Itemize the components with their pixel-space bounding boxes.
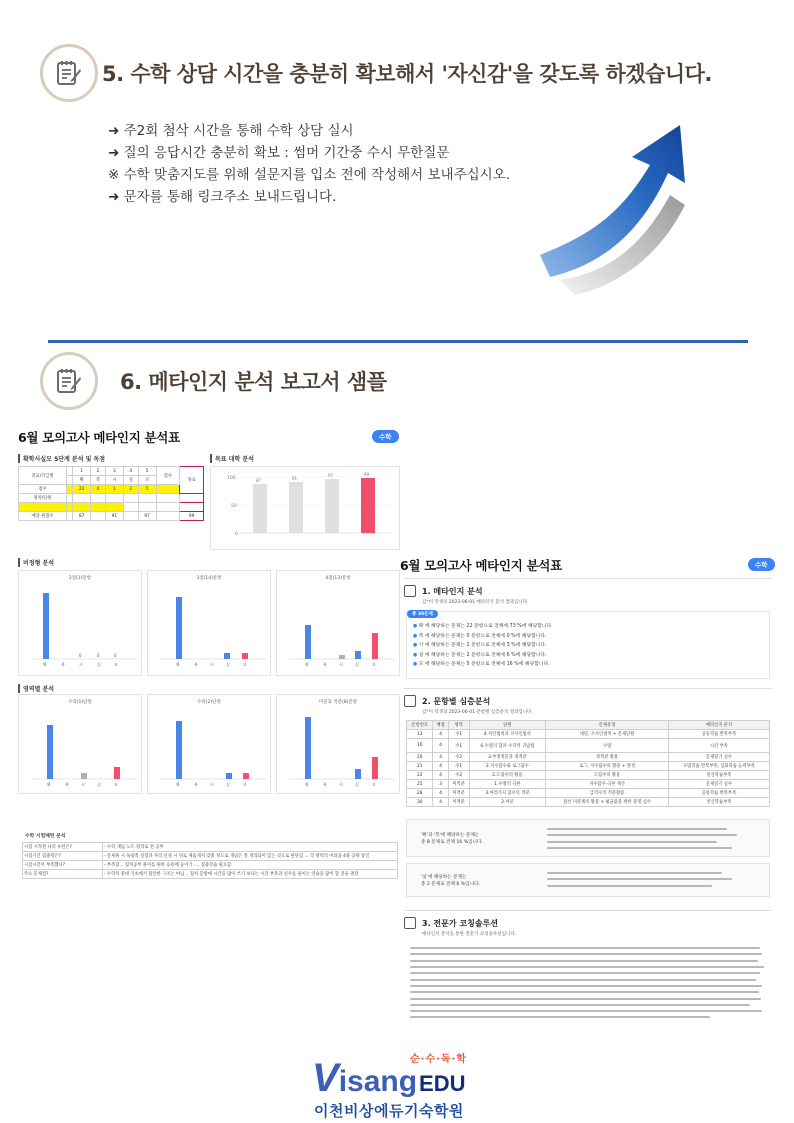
- svg-text:확: 확: [176, 782, 180, 787]
- bullet-item: ※ 수학 맞춤지도를 위해 설문지를 입소 전에 작성해서 보내주십시오.: [108, 167, 511, 183]
- svg-text:복: 복: [194, 662, 198, 667]
- svg-text:0: 0: [97, 653, 100, 658]
- svg-text:시: 시: [339, 662, 343, 667]
- meta-row: ● 복 에 해당하는 문제는 0 문항으로 전체에 0 %에 해당합니다.: [413, 633, 547, 639]
- svg-text:확: 확: [305, 662, 309, 667]
- metacognition-analysis-section: 1. 메타인지 분석 김*이 학생의 2023-06-01 메타인지 분석 결과입니다. 총 30문제 ● 확 에 해당하는 문제는 22 문항으로 전체에 73 %에 해당합니다. ● 복 에 해당하는 문제는 0 문항으로 전체에 0 %에 해당합니다. ● 시 에 해당하는 문제는 1 문항으로 전체에 3 %에 해당합니다. ● 실 에 해당하는 문제는 2 문항으로 전체에 6 %에 해당합니다. ● 모 에 해당하는 문제는 5 문항으로 전체에 16 %에 해당합니다.: [404, 578, 772, 682]
- svg-text:모: 모: [372, 782, 376, 787]
- area-chart-2: 수학(2)단원 확 복 시 실 모: [147, 694, 271, 794]
- svg-text:실: 실: [97, 782, 101, 787]
- type-chart-3: 4점(13)문항 확 복 시 실 모: [276, 570, 400, 676]
- svg-text:97: 97: [328, 473, 334, 478]
- svg-text:100: 100: [227, 476, 236, 481]
- subject-badge: 수학: [372, 430, 399, 443]
- bullet-item: ➜ 질의 응답시간 충분히 확보 : 썸머 기간중 수시 무한질문: [108, 145, 450, 161]
- svg-text:복: 복: [65, 782, 69, 787]
- report1-sub-target: 목표 대학 분석: [210, 454, 254, 463]
- coaching-icon: [404, 917, 416, 929]
- section5-bullets: [108, 120, 510, 208]
- growth-arrow-graphic: [520, 105, 720, 305]
- section5-title: 5. 수학 상담 시간을 충분히 확보해서 '자신감'을 갖도록 하겠습니다.: [102, 62, 712, 86]
- report2-title: 6월 모의고사 메타인지 분석표: [400, 558, 562, 573]
- svg-text:모: 모: [372, 662, 376, 667]
- svg-text:모: 모: [114, 662, 118, 667]
- svg-text:모: 모: [114, 782, 118, 787]
- visang-edu-logo: [312, 1050, 492, 1120]
- report1-sub-counsel: 수학 시험패턴 분석: [25, 834, 66, 839]
- bullet-item: ➜ 문자를 통해 링크주소 보내드립니다.: [108, 189, 337, 205]
- report-sample-2: [400, 548, 776, 1048]
- svg-text:복: 복: [194, 782, 198, 787]
- svg-text:복: 복: [323, 662, 327, 667]
- report1-sub-analysis: 확학사실모 5단계 분석 및 독점: [18, 454, 105, 463]
- svg-text:0: 0: [79, 653, 82, 658]
- svg-text:91: 91: [292, 476, 298, 481]
- logo-wordmark: VisangEDU: [312, 1056, 466, 1100]
- svg-text:시: 시: [210, 782, 214, 787]
- svg-text:시: 시: [210, 662, 214, 667]
- meta-row: ● 시 에 해당하는 문제는 1 문항으로 전체에 3 %에 해당합니다.: [413, 643, 547, 648]
- logo-slogan: 순·수·독·학: [410, 1054, 468, 1065]
- target-university-chart: [210, 466, 400, 550]
- section-divider: [48, 340, 748, 343]
- meta-row: ● 확 에 해당하는 문제는 22 문항으로 전체에 73 %에 해당합니다.: [413, 624, 553, 629]
- meta-row: ● 모 에 해당하는 문제는 5 문항으로 전체에 16 %에 해당합니다.: [413, 662, 550, 667]
- coaching-text: [410, 945, 766, 1021]
- svg-text:실: 실: [97, 662, 101, 667]
- type-chart-2: 3점(14)문항 확 복 시 실 모: [147, 570, 271, 676]
- counsel-table: 시험 시작전 나의 루틴은? - 수학 개념 노트 정리로 전 공부 시험기간 집중력은? - 문제풀 시 독창적 실험과 자리 신경 시 뒤로 새롭게서 맞춤 정도로 개념은 잘 정리되어 있는 것으로 판단됨 ... 각 영역의 어려움 4중 공략 통일 시험시간이 부족했나? - 부족함 .. 집처공부 풀이를 위한 응용에 놓이기 .... 집중학습 필요함 주요 문제점? - 수학의 중대 기초에서 불안한 구조는 아님 .. 집처 문항에 시간을 많이 쓰기 보다는 시간 부족과 실수를 줄이는 연습을 많이 할 것을 권장: [22, 842, 398, 879]
- svg-text:확: 확: [305, 782, 309, 787]
- notepad-icon: [40, 44, 98, 102]
- section5-header: [40, 44, 712, 102]
- subject-badge: 수학: [748, 558, 775, 571]
- five-step-table: 전교/학급별 1 2 3 4 5 점수 목표 확 복 시 실 모 점수 22 0 1 2 5 영역/단원 예상 원점수 87 91 97 99: [18, 466, 204, 550]
- svg-text:99: 99: [364, 472, 370, 477]
- svg-text:실: 실: [226, 782, 230, 787]
- svg-text:실: 실: [355, 662, 359, 667]
- svg-text:0: 0: [114, 653, 117, 658]
- svg-text:0: 0: [235, 532, 238, 537]
- chart-icon: [404, 585, 416, 597]
- academy-name: 이천비상에듀기숙학원: [314, 1102, 464, 1120]
- svg-text:모: 모: [243, 782, 247, 787]
- svg-text:실: 실: [226, 662, 230, 667]
- expert-coaching-section: 3. 전문가 코칭솔루션 메타인지 분석을 통한 전문가 코칭솔루션입니다.: [404, 910, 772, 1040]
- svg-text:시: 시: [339, 782, 343, 787]
- score-badge: 총 30문제: [407, 610, 438, 618]
- svg-text:복: 복: [61, 662, 65, 667]
- svg-text:시: 시: [81, 782, 85, 787]
- report-sample-1: [18, 428, 400, 877]
- bullet-item: ➜ 주2회 첨삭 시간을 통해 수학 상담 실시: [108, 123, 354, 139]
- svg-text:시: 시: [79, 662, 83, 667]
- report1-title: 6월 모의고사 메타인지 분석표: [18, 430, 180, 445]
- notepad-icon: [40, 352, 98, 410]
- svg-text:87: 87: [256, 478, 262, 483]
- note-box-1: '확'과 '복'에 해당하는 문제는 총 8 문제로 전체 16 %입니다.: [406, 819, 770, 857]
- svg-text:확: 확: [176, 662, 180, 667]
- section6-header: [40, 352, 386, 410]
- svg-text:모: 모: [243, 662, 247, 667]
- item-analysis-section: 2. 문항별 심층분석 김*이 학생의 2023-06-01 문항별 심층분석 결과입니다. 문항번호 배점 영역 단원 문제유형 메타인지 분석 13 4 수1 4.사인법칙과 코사인법칙 대단, 코사인법칙 + 문제단원 공통학습 반복부족 16 4 수1 6.수열의 합과 수학적 귀납법 수열 시간 부족 20 4 수2 3.부정적분과 정적분 정적분 활용 문제읽기 실수 21 4 수1 2.지수함수와 로그함수 로그, 지수함수의 활용 + 방정 모범학습 반복부족, 심화학습 능력부족 22 4 수2 2.도함수의 활용 도함수의 활용 연산학습부족 25 3 미적분 1.수열의 극한 지수함수 극한 계산 문제읽기 실수 28 4 미적분 3.여러가지 함수의 적분 급격수의 적분활용 공통학습 반복부족 30 4 미적분 2.미분 접선 미분계의 활용 + 평균값을 위한 증명 심수 연산학습부족 '확'과 '복'에 해당하는 문제는 총 8 문제로 전체 16 %입니다. '실'에 해당하는 문제는 총 2 문제로 전체 6 %입니다.: [404, 688, 772, 903]
- report1-sub-type: 비정형 분석: [18, 558, 54, 567]
- meta-row: ● 실 에 해당하는 문제는 2 문항으로 전체에 6 %에 해당합니다.: [413, 652, 547, 658]
- svg-text:50: 50: [231, 504, 237, 509]
- note-box-2: '실'에 해당하는 문제는 총 2 문제로 전체 6 %입니다.: [406, 863, 770, 897]
- svg-text:확: 확: [43, 662, 47, 667]
- svg-text:확: 확: [47, 782, 51, 787]
- item-table: 문항번호 배점 영역 단원 문제유형 메타인지 분석 13 4 수1 4.사인법칙과 코사인법칙 대단, 코사인법칙 + 문제단원 공통학습 반복부족 16 4 수1 6.수열의 합과 수학적 귀납법 수열 시간 부족 20 4 수2 3.부정적분과 정적분 정적분 활용 문제읽기 실수 21 4 수1 2.지수함수와 로그함수 로그, 지수함수의 활용 + 방정 모범학습 반복부족, 심화학습 능력부족 22 4 수2 2.도함수의 활용 도함수의 활용 연산학습부족 25 3 미적분 1.수열의 극한 지수함수 극한 계산 문제읽기 실수 28 4 미적분 3.여러가지 함수의 적분 급격수의 적분활용 공통학습 반복부족 30 4 미적분 2.미분 접선 미분계의 활용 + 평균값을 위한 증명 심수 연산학습부족: [406, 720, 770, 807]
- svg-text:복: 복: [323, 782, 327, 787]
- section6-title: 6. 메타인지 분석 보고서 샘플: [120, 370, 387, 394]
- svg-text:실: 실: [355, 782, 359, 787]
- type-chart-1: 2점(1)문항 0 0 0 확 복 시 실 모: [18, 570, 142, 676]
- report1-sub-area: 영역별 분석: [18, 684, 54, 693]
- area-chart-1: 수학(1)단원 확 복 시 실 모: [18, 694, 142, 794]
- area-chart-3: 미분과 적분(8)문항 확 복 시 실 모: [276, 694, 400, 794]
- calendar-icon: [404, 695, 416, 707]
